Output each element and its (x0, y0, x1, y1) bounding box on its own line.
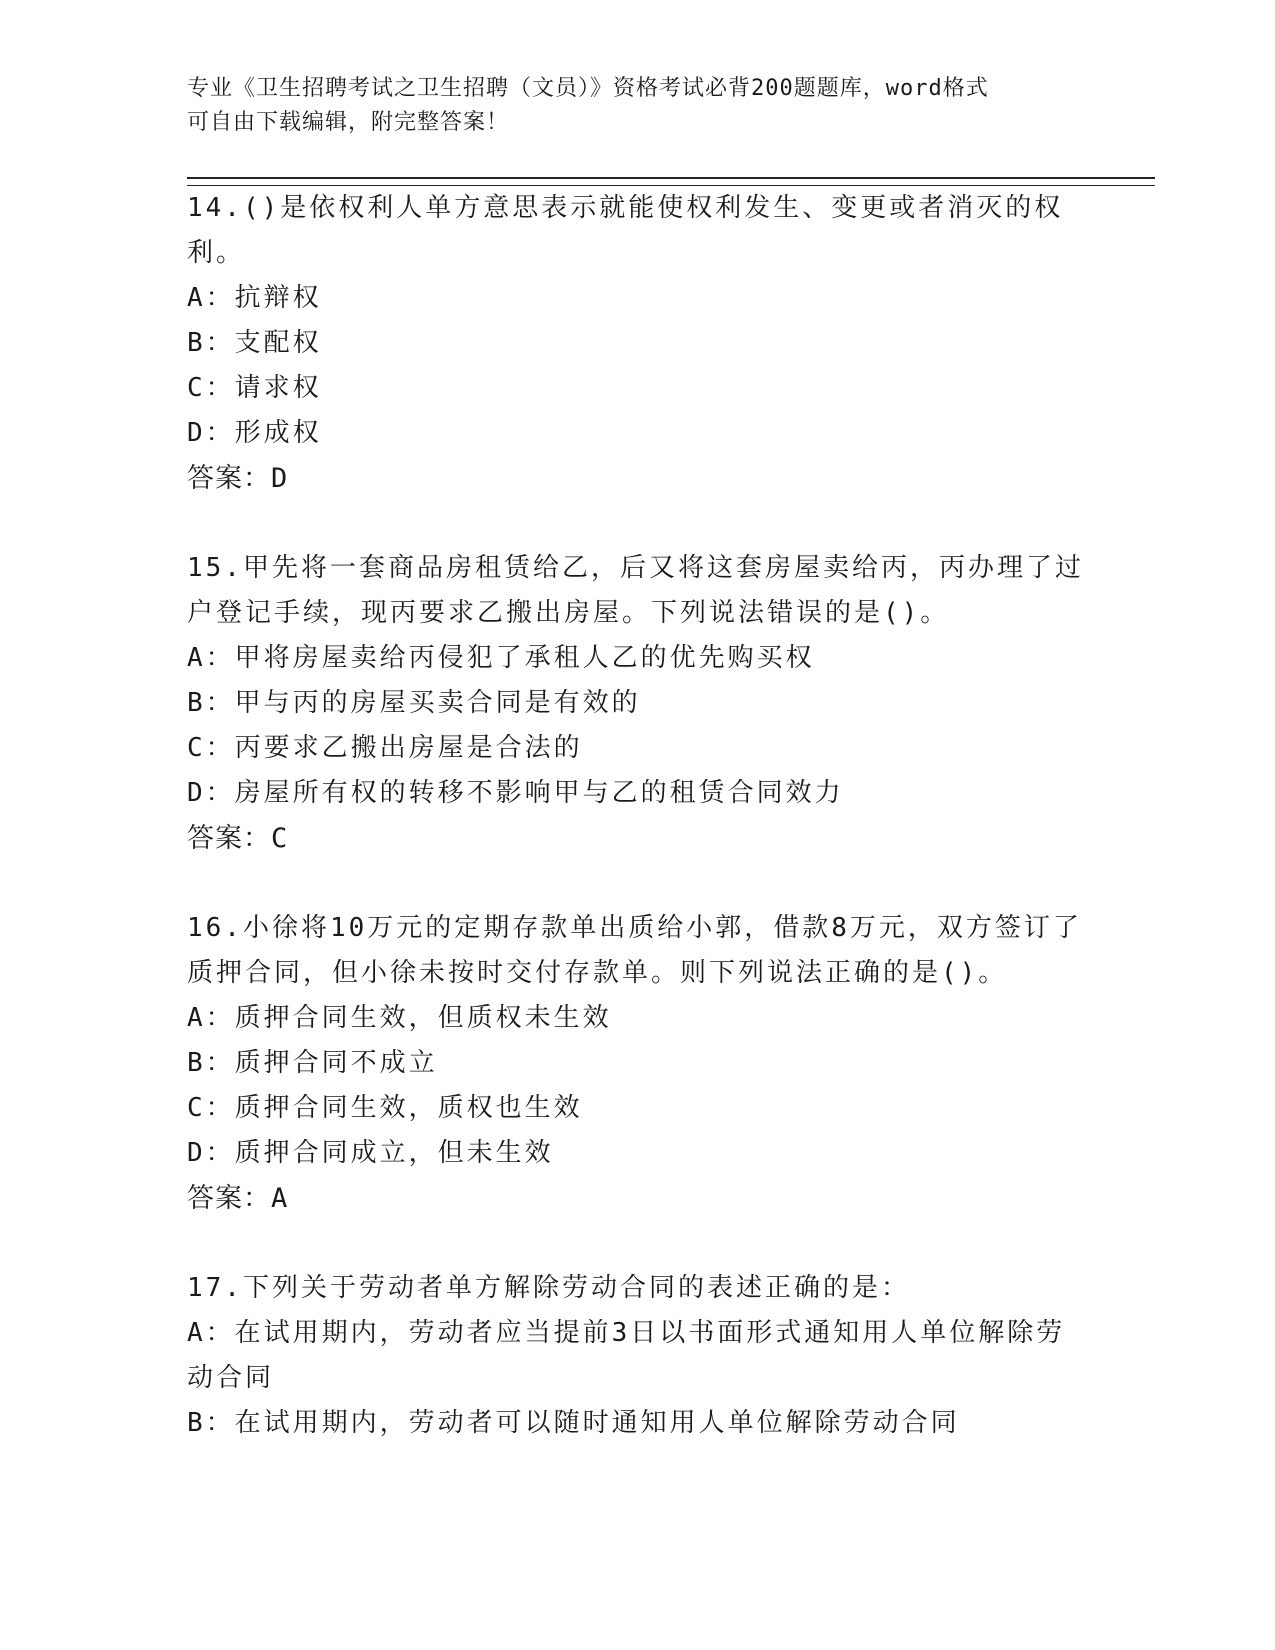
answer-label: 答案： (187, 823, 271, 854)
question-15 (187, 546, 1087, 861)
question-stem: 16.小徐将10万元的定期存款单出质给小郭，借款8万元，双方签订了质押合同，但小徐未按时交付存款单。则下列说法正确的是()。 (187, 913, 1082, 988)
question-stem: 15.甲先将一套商品房租赁给乙，后又将这套房屋卖给丙，丙办理了过户登记手续，现丙要求乙搬出房屋。下列说法错误的是()。 (187, 553, 1084, 628)
question-stem: 14.()是依权利人单方意思表示就能使权利发生、变更或者消灭的权利。 (187, 193, 1064, 268)
header-divider (187, 177, 1155, 186)
option-b: B：质押合同不成立 (187, 1048, 438, 1078)
option-b: B：支配权 (187, 328, 322, 358)
answer-value: A (271, 1183, 289, 1214)
question-16 (187, 906, 1087, 1221)
answer-value: C (271, 823, 289, 854)
option-b: B：甲与丙的房屋买卖合同是有效的 (187, 688, 641, 718)
document-header (187, 72, 1067, 140)
question-14 (187, 186, 1087, 501)
answer-line (187, 1176, 1087, 1221)
option-c: C：丙要求乙搬出房屋是合法的 (187, 733, 583, 763)
header-line-2: 可自由下载编辑，附完整答案！ (187, 110, 510, 135)
option-a: A：质押合同生效，但质权未生效 (187, 1003, 612, 1033)
option-a: A：在试用期内，劳动者应当提前3日以书面形式通知用人单位解除劳动合同 (187, 1318, 1066, 1393)
answer-value: D (271, 463, 289, 494)
answer-label: 答案： (187, 463, 271, 494)
question-17 (187, 1266, 1087, 1446)
option-c: C：请求权 (187, 373, 322, 403)
answer-line (187, 456, 1087, 501)
answer-label: 答案： (187, 1183, 271, 1214)
question-list (187, 186, 1087, 1491)
header-line-1: 专业《卫生招聘考试之卫生招聘（文员）》资格考试必背200题题库，word格式 (187, 76, 989, 101)
option-d: D：质押合同成立，但未生效 (187, 1138, 554, 1168)
question-stem: 17.下列关于劳动者单方解除劳动合同的表述正确的是： (187, 1273, 910, 1303)
option-b: B：在试用期内，劳动者可以随时通知用人单位解除劳动合同 (187, 1408, 960, 1438)
option-a: A：甲将房屋卖给丙侵犯了承租人乙的优先购买权 (187, 643, 815, 673)
answer-line (187, 816, 1087, 861)
option-d: D：房屋所有权的转移不影响甲与乙的租赁合同效力 (187, 778, 844, 808)
option-d: D：形成权 (187, 418, 322, 448)
option-c: C：质押合同生效，质权也生效 (187, 1093, 583, 1123)
option-a: A：抗辩权 (187, 283, 322, 313)
